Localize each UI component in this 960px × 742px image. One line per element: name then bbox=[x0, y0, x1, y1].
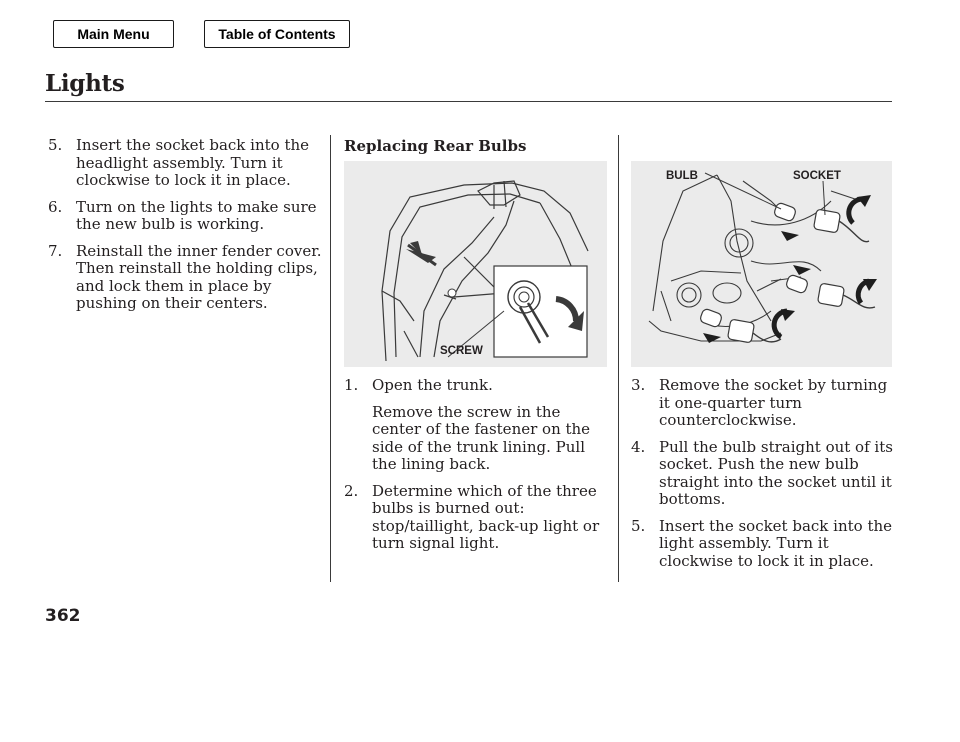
table-of-contents-button[interactable]: Table of Contents bbox=[204, 20, 350, 48]
column-divider-right bbox=[618, 135, 619, 582]
step-number: 2. bbox=[344, 481, 359, 500]
list-item bbox=[48, 199, 323, 234]
step-number: 5. bbox=[631, 516, 646, 535]
list-item bbox=[48, 137, 323, 190]
list-item bbox=[48, 243, 323, 313]
step-number: 4. bbox=[631, 437, 646, 456]
figure-label-bulb: BULB bbox=[666, 170, 698, 182]
right-step-list bbox=[631, 377, 895, 570]
section-title: Replacing Rear Bulbs bbox=[344, 137, 527, 155]
step-text: Pull the bulb straight out of its socket. Push the new bulb straight into the socket until it bottoms. bbox=[659, 437, 893, 508]
step-number: 5. bbox=[48, 136, 63, 154]
list-item bbox=[631, 439, 895, 509]
list-item bbox=[631, 518, 895, 571]
page-number: 362 bbox=[45, 606, 81, 626]
middle-step-list bbox=[344, 377, 612, 553]
list-item bbox=[344, 377, 612, 474]
step-number: 1. bbox=[344, 376, 359, 394]
main-menu-button[interactable]: Main Menu bbox=[53, 20, 174, 48]
left-step-list bbox=[48, 137, 323, 313]
step-text: Turn on the lights to make sure the new bulb is working. bbox=[76, 197, 317, 233]
list-item bbox=[344, 483, 612, 553]
list-item bbox=[631, 377, 895, 430]
column-divider-left bbox=[330, 135, 331, 582]
step-text: Reinstall the inner fender cover. Then reinstall the holding clips, and lock them in place by pushing on their centers. bbox=[76, 241, 322, 312]
step-number: 6. bbox=[48, 197, 63, 216]
figure-label-screw: SCREW bbox=[440, 345, 483, 357]
step-number: 3. bbox=[631, 376, 646, 394]
figure-bulb-socket bbox=[631, 161, 892, 367]
trunk-illustration bbox=[344, 161, 607, 367]
step-text: Remove the socket by turning it one-quarter turn counterclockwise. bbox=[659, 376, 888, 429]
step-text: Insert the socket back into the headlight assembly. Turn it clockwise to lock it in place. bbox=[76, 136, 310, 189]
step-number: 7. bbox=[48, 241, 63, 260]
bulb-socket-illustration bbox=[631, 161, 892, 367]
figure-label-socket: SOCKET bbox=[793, 170, 841, 182]
figure-trunk-screw bbox=[344, 161, 607, 367]
page-title: Lights bbox=[45, 70, 125, 97]
step-text: Insert the socket back into the light assembly. Turn it clockwise to lock it in place. bbox=[659, 516, 893, 570]
title-divider bbox=[45, 101, 892, 102]
step-text: Open the trunk. bbox=[372, 376, 493, 394]
step-text: Determine which of the three bulbs is burned out: stop/taillight, back-up light or turn signal light. bbox=[372, 481, 600, 552]
step-subtext: Remove the screw in the center of the fastener on the side of the trunk lining. Pull the lining back. bbox=[372, 402, 591, 473]
